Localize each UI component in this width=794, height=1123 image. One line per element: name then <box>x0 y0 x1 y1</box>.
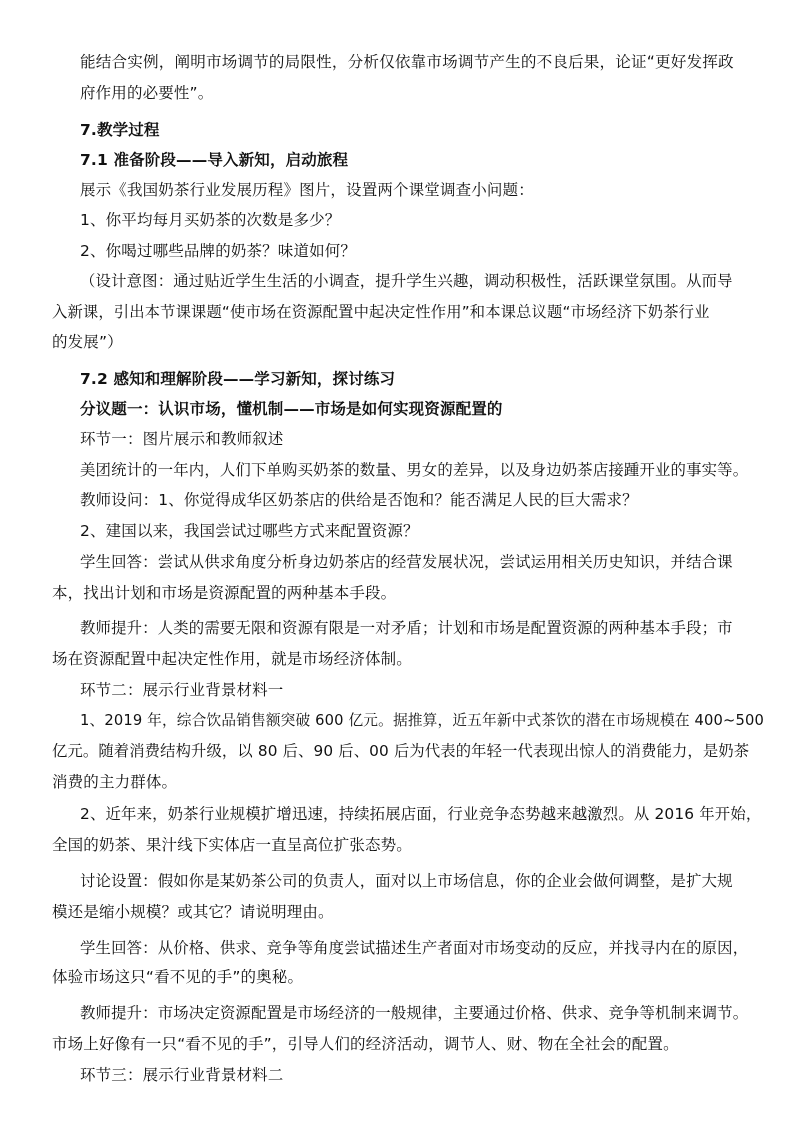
paragraph-line: 体验市场这只“看不见的手”的奥秘。 <box>52 968 304 986</box>
paragraph-line: 全国的奶茶、果汁线下实体店一直呈高位扩张态势。 <box>52 836 412 854</box>
list-item: 1、你平均每月买奶茶的次数是多少？ <box>80 211 341 229</box>
paragraph-line: 环节二：展示行业背景材料一 <box>80 681 284 699</box>
paragraph-line: 入新课，引出本节课课题“使市场在资源配置中起决定性作用”和本课总议题“市场经济下奶茶行业 <box>52 303 710 321</box>
section-heading: 7.教学过程 <box>80 121 160 139</box>
paragraph-line: 能结合实例，阐明市场调节的局限性，分析仅依靠市场调节产生的不良后果，论证“更好发挥政 <box>80 53 734 71</box>
paragraph-line: 环节一：图片展示和教师叙述 <box>80 430 284 448</box>
paragraph-line: 2、近年来，奶茶行业规模扩增迅速，持续拓展店面，行业竞争态势越来越激烈。从 2016 年开始， <box>80 805 762 823</box>
paragraph-line: 场在资源配置中起决定性作用，就是市场经济体制。 <box>52 650 412 668</box>
subsection-heading: 7.1 准备阶段——导入新知，启动旅程 <box>80 151 349 169</box>
paragraph-line: 学生回答：从价格、供求、竞争等角度尝试描述生产者面对市场变动的反应，并找寻内在的原因， <box>80 939 749 957</box>
paragraph-line: 市场上好像有一只“看不见的手”，引导人们的经济活动，调节人、财、物在全社会的配置。 <box>52 1035 679 1053</box>
paragraph-line: 的发展”） <box>52 333 123 351</box>
paragraph-line: 2、建国以来，我国尝试过哪些方式来配置资源？ <box>80 522 419 540</box>
paragraph-line: 美团统计的一年内，人们下单购买奶茶的数量、男女的差异，以及身边奶茶店接踵开业的事实等。 <box>80 461 749 479</box>
paragraph-line: （设计意图：通过贴近学生生活的小调查，提升学生兴趣，调动积极性，活跃课堂氛围。从而导 <box>80 272 733 290</box>
list-item: 2、你喝过哪些品牌的奶茶？味道如何？ <box>80 242 357 260</box>
paragraph-line: 消费的主力群体。 <box>52 773 178 791</box>
subsection-heading: 7.2 感知和理解阶段——学习新知，探讨练习 <box>80 370 396 388</box>
paragraph-line: 环节三：展示行业背景材料二 <box>80 1066 284 1084</box>
paragraph-line: 府作用的必要性”。 <box>80 84 214 102</box>
paragraph-line: 1、2019 年，综合饮品销售额突破 600 亿元。据推算，近五年新中式茶饮的潜在市场规模在 400~500 <box>80 712 764 729</box>
topic-heading: 分议题一：认识市场，懂机制——市场是如何实现资源配置的 <box>80 400 503 418</box>
paragraph-line: 教师提升：人类的需要无限和资源有限是一对矛盾；计划和市场是配置资源的两种基本手段；市 <box>80 619 733 637</box>
paragraph-line: 教师设问：1、你觉得成华区奶茶店的供给是否饱和？能否满足人民的巨大需求？ <box>80 491 638 509</box>
paragraph-line: 本，找出计划和市场是资源配置的两种基本手段。 <box>52 584 397 602</box>
paragraph-line: 模还是缩小规模？或其它？请说明理由。 <box>52 903 334 921</box>
paragraph-line: 教师提升：市场决定资源配置是市场经济的一般规律，主要通过价格、供求、竞争等机制来调节。 <box>80 1004 749 1022</box>
paragraph-line: 讨论设置：假如你是某奶茶公司的负责人，面对以上市场信息，你的企业会做何调整，是扩大规 <box>80 872 733 890</box>
paragraph-line: 展示《我国奶茶行业发展历程》图片，设置两个课堂调查小问题： <box>80 181 534 199</box>
paragraph-line: 亿元。随着消费结构升级，以 80 后、90 后、00 后为代表的年轻一代表现出惊人的消费能力，是奶茶 <box>52 742 750 760</box>
paragraph-line: 学生回答：尝试从供求角度分析身边奶茶店的经营发展状况，尝试运用相关历史知识，并结合课 <box>80 553 733 571</box>
